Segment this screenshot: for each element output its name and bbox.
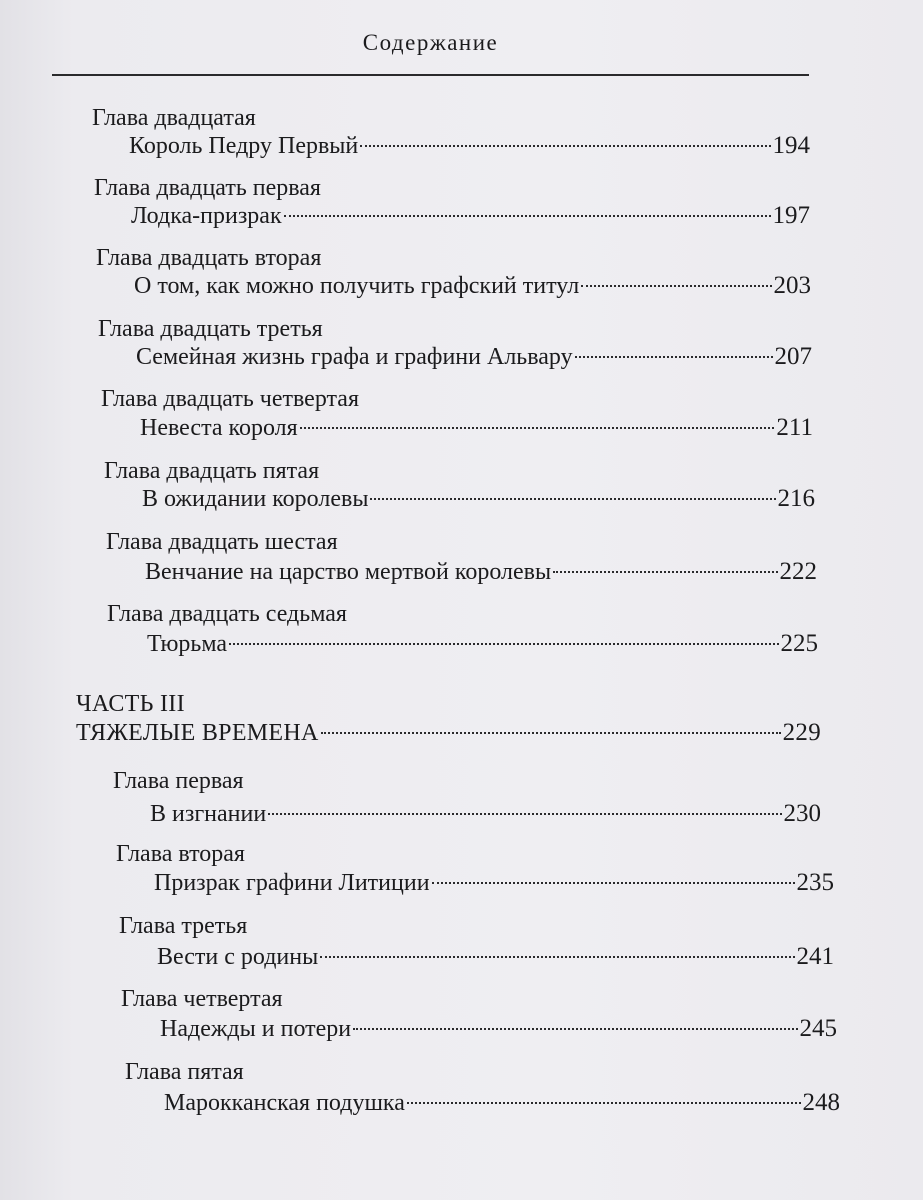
toc-entry-page: 197 — [772, 202, 810, 229]
toc-entry-title: Невеста короля — [140, 415, 298, 441]
toc-entry[interactable] — [150, 799, 821, 829]
toc-entry-title: Венчание на царство мертвой королевы — [145, 559, 552, 585]
toc-chapter-label: Глава двадцать вторая — [96, 245, 322, 271]
toc-entry[interactable] — [131, 201, 810, 231]
toc-entry-page: 211 — [776, 414, 813, 441]
toc-chapter-label: Глава двадцать шестая — [106, 529, 338, 555]
toc-leader-dots — [432, 882, 795, 884]
toc-entry-title: Марокканская подушка — [164, 1090, 405, 1116]
toc-entry-title: В ожидании королевы — [142, 486, 369, 512]
toc-chapter-label: Глава вторая — [116, 841, 245, 867]
page-title: Содержание — [362, 30, 499, 55]
toc-chapter-label: Глава двадцать пятая — [104, 458, 320, 484]
toc-leader-dots — [229, 643, 778, 645]
toc-leader-dots — [321, 732, 781, 734]
toc-entry[interactable] — [134, 271, 811, 301]
toc-leader-dots — [320, 956, 794, 958]
toc-leader-dots — [581, 285, 771, 287]
toc-chapter-label: Глава двадцатая — [92, 105, 256, 131]
toc-chapter-label: Глава пятая — [125, 1059, 244, 1085]
toc-leader-dots — [575, 356, 773, 358]
part-label: ЧАСТЬ III — [76, 691, 185, 717]
toc-leader-dots — [370, 498, 775, 500]
toc-entry-page: 245 — [799, 1015, 837, 1042]
part-title: ТЯЖЕЛЫЕ ВРЕМЕНА — [76, 720, 319, 746]
toc-chapter-label: Глава первая — [113, 768, 244, 794]
toc-entry[interactable] — [157, 942, 834, 972]
toc-entry-title: Вести с родины — [157, 944, 319, 970]
toc-entry-page: 248 — [802, 1089, 840, 1116]
toc-entry[interactable] — [147, 629, 818, 659]
toc-chapter-label: Глава четвертая — [121, 986, 283, 1012]
toc-leader-dots — [284, 215, 771, 217]
toc-entry-page: 230 — [783, 800, 821, 827]
toc-entry-page: 216 — [777, 485, 815, 512]
toc-entry-page: 207 — [774, 343, 812, 370]
toc-chapter-label: Глава двадцать седьмая — [107, 601, 347, 627]
toc-entry-title: Король Педру Первый — [129, 133, 359, 159]
toc-entry-page: 235 — [796, 869, 834, 896]
toc-entry[interactable] — [164, 1088, 840, 1118]
toc-leader-dots — [300, 427, 775, 429]
toc-entry-page: 229 — [782, 719, 821, 746]
toc-entry-title: Семейная жизнь графа и графини Альвару — [136, 344, 573, 370]
toc-chapter-label: Глава двадцать третья — [98, 316, 323, 342]
toc-chapter-label: Глава двадцать первая — [94, 175, 321, 201]
toc-entry-title: О том, как можно получить графский титул — [134, 273, 580, 299]
toc-entry-page: 203 — [773, 272, 811, 299]
toc-entry-page: 225 — [780, 630, 818, 657]
toc-entry-title: Тюрьма — [147, 631, 228, 657]
toc-chapter-label: Глава третья — [119, 913, 248, 939]
toc-entry[interactable] — [154, 868, 834, 898]
toc-leader-dots — [268, 813, 781, 815]
toc-entry-page: 194 — [772, 132, 810, 159]
toc-entry[interactable] — [129, 131, 810, 161]
toc-entry[interactable] — [136, 342, 812, 372]
toc-leader-dots — [353, 1028, 797, 1030]
toc-leader-dots — [360, 145, 770, 147]
toc-leader-dots — [553, 571, 777, 573]
toc-entry-page: 241 — [796, 943, 834, 970]
toc-chapter-label: Глава двадцать четвертая — [101, 386, 359, 412]
toc-entry[interactable] — [142, 484, 815, 514]
toc-entry-title: В изгнании — [150, 801, 267, 827]
toc-entry[interactable] — [160, 1014, 837, 1044]
toc-entry-title: Надежды и потери — [160, 1016, 352, 1042]
toc-entry-title: Лодка-призрак — [131, 203, 282, 229]
toc-entry[interactable] — [145, 557, 817, 587]
toc-leader-dots — [407, 1102, 801, 1104]
toc-entry-page: 222 — [779, 558, 817, 585]
toc-part-entry[interactable] — [76, 718, 821, 748]
toc-entry[interactable] — [140, 413, 813, 443]
toc-entry-title: Призрак графини Литиции — [154, 870, 430, 896]
